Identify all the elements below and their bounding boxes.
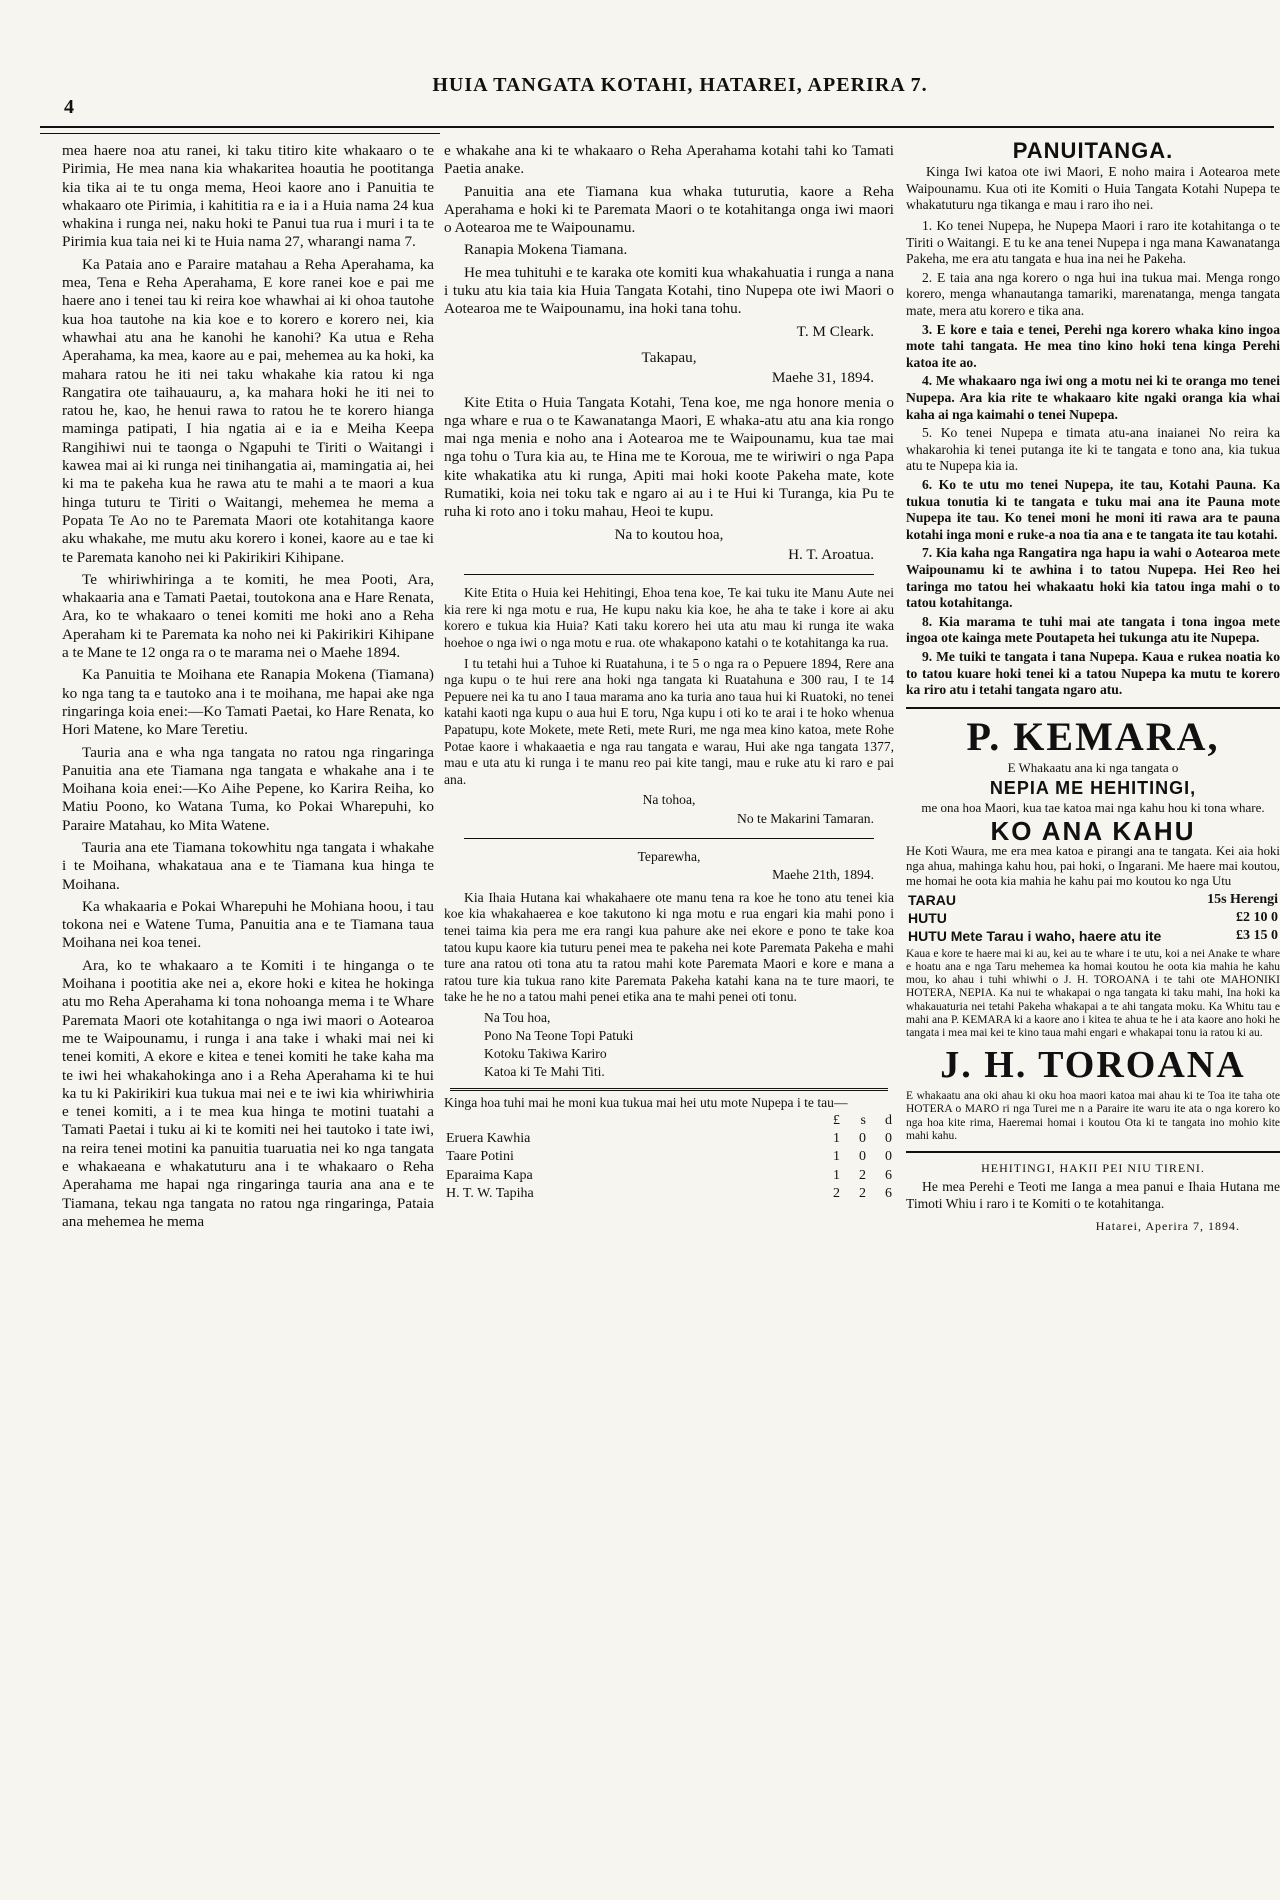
printer-notice-date: Hatarei, Aperira 7, 1894.: [1095, 1218, 1240, 1233]
double-rule: [450, 1088, 888, 1091]
table-row: [444, 1185, 894, 1203]
ad-fine-print: Kaua e kore te haere mai ki au, kei au te whare i te utu, koi a nei Anake te whare e hoatu ana e nga Taru mehemea ka homai koutou he oota kia mahia he kahu mou, ko ahau i tuhi whiwhi o J. H. TOROANA i te tahi ote MAHONIKI HOTERA, NEPIA. Ka nui te whakapai o nga tangata ki taku mahi, Ina hoki ka whakauaturia nei tetahi Pakeha whakapai a te ahi tangata moku. Ka Whitu tau e mahi ana P. KEMARA ki a kaore ano i kitea te ahua te he i ata kaore ano hoki he tangata i mea mai kei te kino taua mahi engari e whakapai tonu ia ratou ki au.: [906, 947, 1280, 1039]
table-row: [906, 927, 1280, 945]
paragraph: Ka Pataia ano e Paraire matahau a Reha Aperahama, ka mea, Tena e Reha Aperahama, E kore ranei koe e pai me haere ano i tenei tau ki reira koe whawhai ai ki ohoa tautohe kua hoa tautohe na kia koe e to korero e korero nei, kia whawhai atu ana he kanohi he kanohi? Ka utua e Reha Aperahama, ka mea, kaore au e pai, mehemea au ka hoki, ka mahara ratou he iti nei taku whakahe kia ratou ki nga Rangatira ote taihauauru, a, ka mahara hoki he iti nei to ratou he, kao, he henui rawa to ratou he te korero hianga maminga patipati, I hia ngatia ai e ia e Meiha Keepa Rangihiwi nui te taonga o Ngapuhi te Tiriti o Waitangi i kawea mai ai ki runga nei tinihangatia ai, mamingatia ai, hei ki ma te pakeha kua he rawa atu te mahi a te maori a kua hinga tuturu te Tiriti o Waitangi, mehemea he mema a Popata Te Ao no te Paremata Maori ote kotahitanga kaore aku whakahe, me mutu aku korero i konei, kaore au e tae ki te Paremata kanoho nei ki Pakirikiri Kihipane.: [62, 255, 434, 566]
notices-intro: Kinga Iwi katoa ote iwi Maori, E noho maira i Aotearoa mete Waipounamu. Kua oti ite Komiti o Huia Tangata Kotahi Nupepa te whakatuturu nga tikanga e mau i raro iho nei.: [906, 164, 1280, 213]
paragraph: Panuitia ana ete Tiamana kua whaka tuturutia, kaore a Reha Aperahama e hoki ki te Paremata Maori o te kotahitanga onga iwi maori o Aotearoa me te Waipounamu.: [444, 182, 894, 237]
notice-rule: 4. Me whakaaro nga iwi ong a motu nei ki te oranga mo tenei Nupepa. Ara kia rite te whakaaro kite ngaki oranga kia whai kaha ai nga kaimahi o tenei Nupepa.: [906, 373, 1280, 422]
col-pence: d: [885, 1112, 892, 1128]
table-row: [444, 1130, 894, 1148]
page-number: 4: [64, 96, 74, 118]
paragraph: Tauria ana ete Tiamana tokowhitu nga tangata i whakahe i te Moihana, whakataua ana e te Tiamana kua hinga te Moihana.: [62, 838, 434, 893]
table-row: [906, 909, 1280, 927]
col-shillings: s: [860, 1112, 866, 1128]
ad-subtitle: E Whakaatu ana ki nga tangata o: [1007, 759, 1179, 775]
printer-notice: He mea Perehi e Teoti me Ianga a mea panui e Ihaia Hutana me Timoti Whiu i raro i te Komiti o te kotahitanga.: [906, 1179, 1280, 1211]
notice-rule: 8. Kia marama te tuhi mai ate tangata i tona ingoa mete ingoa ote kainga mete Poutapeta hei tukunga atu ite Nupepa.: [906, 613, 1280, 646]
paragraph: Tauria ana e wha nga tangata no ratou nga ringaringa Panuitia ana ete Tiamana nga tangata e whakahe ana i te Moihana koia enei:—Ko Aihe Pepene, ko Karira Reiha, ko Matiu Poono, ko Watana Tuma, ko Pokai Wharepuhi, ko Paraire Matahau, ko Mita Watene.: [62, 743, 434, 834]
amount-pence: 0: [885, 1149, 892, 1165]
letter-body: Kite Etita o Huia kei Hehitingi, Ehoa tena koe, Te kai tuku ite Manu Aute nei kia rere ki nga motu e rua, He kupu naku kia koe, he aha te take i kore ai aku korero e tukua kia Huia? Kati taku korero hei uta atu mau ki runga ite waka hoehoe o nga iwi o nga motu e rua. ote whakapono katahi o te kotahitanga ka rua.: [444, 585, 894, 651]
section-divider: [464, 838, 874, 839]
paragraph: Ka whakaaria e Pokai Wharepuhi he Mohiana hoou, i tau tokona nei e Watene Tuma, Panuitia ana e te Tiamana taua Moihana nei koa tenei.: [62, 897, 434, 952]
paragraph: mea haere noa atu ranei, ki taku titiro kite whakaaro o te Pirimia, He mea nana kia whakaritea hoautia he pootitanga kia tika ai te tu onga mema, Heoi kaore ano i Panuitia te whakaaro ote Pirimia, i kahititia ra e ia i a Huia nama 24 kua whakina i runga nei, naku hoki te Panui tua rua i muri i ta te Pirimia kua taia nei ki te Huia nama 27, wharangi nama 7.: [62, 142, 434, 251]
notices-heading: PANUITANGA.: [1012, 142, 1174, 163]
amount-pounds: 1: [833, 1131, 840, 1147]
signature-list: [484, 1028, 894, 1080]
notice-rule: 7. Kia kaha nga Rangatira nga hapu ia wahi o Aotearoa mete Waipounamu ki te awhina i to tatou Nupepa. Hei Reo hei taringa mo tatou hei whakaatu hoki kia tatou inga mahi o to tatou kotahitanga.: [906, 545, 1280, 611]
table-row: [444, 1167, 894, 1185]
ad-banner: NEPIA ME HEHITINGI,: [989, 778, 1197, 798]
amount-shillings: 0: [859, 1149, 866, 1165]
col-pounds: £: [833, 1112, 840, 1128]
paragraph: Te whiriwhiringa a te komiti, he mea Pooti, Ara, whakaaria ana e Tamati Paetai, toutokona ana e Hare Renata, Ara, ko te whakaaro o tenei komiti me hoki ano a Reha Aperaham ki te Paremata ka noho nei ki Pakirikiri Kihipane a te Mane te 12 onga ra o te marama nei o Maehe 1894.: [62, 570, 434, 662]
amount-pence: 6: [885, 1167, 892, 1183]
ad-fine-print: E whakaatu ana oki ahau ki oku hoa maori katoa mai ahau ki te Toa ite taha ote HOTERA o MARO ri nga Turei me n a Paraire ite waru ite ata o nga korero ko nga hoa kite rima, Haeremai homai i koutou Ota ki te tangata ino mohio kite mahi kahu.: [906, 1090, 1280, 1142]
amount-pence: 6: [885, 1186, 892, 1202]
notice-rule: 2. E taia ana nga korero o nga hui ina tukua mai. Menga rongo korero, menga whanautanga tamariki, marenatanga, menga tangata mate, mera atu korero e tika ana.: [906, 269, 1280, 319]
letter-body: I tu tetahi hui a Tuhoe ki Ruatahuna, i te 5 o nga ra o Pepuere 1894, Rere ana nga kupu o te hui rere ana hoki nga tangata ki Ruatahuna e 300 rau, I te 14 Pepuere nei ka tu ano I taua marama ano ka turia ano taua hui ki Ruatoki, no tenei katahi kaoti nga kupu o aua hui E toru, Nga kupu i oti ko te arai i te hoko whenua Papatupu, kote Mokete, mete Reti, mete Ruri, me nga mea kino katoa, mete Rohe Potae kaore i whakaaetia e nga rau tangata e warau, Hui ake nga tangata 1377, mau e uta atu ki runga i te manu reo pai kite tangi, mau e ruke atu ki raro e pai ana.: [444, 655, 894, 787]
signatory: Katoa ki Te Mahi Titi.: [484, 1063, 605, 1079]
price-table: [906, 891, 1280, 946]
notice-rule: 3. E kore e taia e tenei, Perehi nga korero whaka kino ingoa mote tahi tangata. He mea tino kino hoki tena kinga Perehi katoa ite ao.: [906, 321, 1280, 370]
letter-body: Kia Ihaia Hutana kai whakahaere ote manu tena ra koe he tono atu tenei kia koe kia whakahaerea e koe takutono ki nga motu e rua engari kia mahi pono i tenei taima kia pera me era rangi kua pahure ake nei ekore e pono te take koa tatou kupu kaore kia tuturu penei mea te pakeha nei kote Paremata Pakeha e mahi ture ana ratou oti tona atu ta ratou mahi kote Paremata Maori e kore e mana a ratou ture kia tukua rano kite Paremata Pakeha katahi kana na te ture maori, te take he he no a tatou mahi penei etika ana te mahi penei oti tonu.: [444, 889, 894, 1005]
column-left: [62, 142, 434, 1877]
paragraph: He mea tuhituhi e te karaka ote komiti kua whakahuatia i runga a nana i tuku atu kia taia kia Huia Tangata Kotahi, tino Nupepa ote iwi Maori o Aotearoa me te Waipounamu, ina hoki tana tohu.: [444, 263, 894, 318]
amount-pounds: 1: [833, 1167, 840, 1183]
paragraph: Ka Panuitia te Moihana ete Ranapia Mokena (Tiamana) ko nga tang ta e tautoko ana i te moihana, me hapai ake nga ringaringa koia enei:—Ko Tamati Paetai, ko Hare Renata, ko Hori Matene, ko Mare Teretiu.: [62, 666, 434, 739]
funds-heading: Kinga hoa tuhi mai he moni kua tukua mai hei utu mote Nupepa i te tau—: [444, 1095, 848, 1111]
advertiser-name: J. H. TOROANA: [940, 1044, 1246, 1087]
funds-header-row: [444, 1112, 894, 1130]
letter-closing: Na Tou hoa,: [484, 1009, 551, 1025]
donor-name: Eruera Kawhia: [446, 1131, 531, 1147]
price-amount: £2 10 0: [1236, 910, 1278, 926]
header-rule: [40, 126, 1274, 128]
masthead: HUIA TANGATA KOTAHI, HATAREI, APERIRA 7.: [432, 74, 928, 96]
table-row: [906, 891, 1280, 909]
column-middle: [444, 142, 894, 1877]
letter-closing: Na to koutou hoa,: [614, 525, 724, 543]
letter-signature: No te Makarini Tamaran.: [737, 810, 874, 826]
notice-rule: 5. Ko tenei Nupepa e timata atu-ana inaianei No reira ka whakarohia ki tenei putanga ite ki te tangata e tono ana, kia tukua atu te Nupepa kia ia.: [906, 425, 1280, 474]
amount-shillings: 2: [859, 1186, 866, 1202]
ad-rule: [906, 1151, 1280, 1153]
ad-rule: [906, 707, 1280, 709]
printer-notice-head: HEHITINGI, HAKII PEI NIU TIRENI.: [981, 1161, 1205, 1176]
letter-signature: H. T. Aroatua.: [788, 545, 874, 563]
clerk-signature: T. M Cleark.: [796, 322, 874, 340]
donor-name: H. T. W. Tapiha: [446, 1186, 534, 1202]
letter-date: Maehe 21th, 1894.: [772, 867, 874, 883]
letter-place: Takapau,: [641, 348, 697, 366]
paragraph: e whakahe ana ki te whakaaro o Reha Aperahama kotahi tahi ko Tamati Paetia anake.: [444, 142, 894, 178]
amount-pence: 0: [885, 1131, 892, 1147]
section-divider: [464, 574, 874, 575]
amount-pounds: 2: [833, 1186, 840, 1202]
paragraph: Ara, ko te whakaaro a te Komiti i te hinganga o te Moihana i pootitia ake nei a, ekore hoki e kitea he hokinga atu mo Reha Aperahama ki tona nohoanga mema i te Whare Paremata Maori ote kotahitanga o nga iwi maori o Aotearoa me te Waipounamu, i runga i ana take i whaki mai nei ki tenei komiti, A ekore e kitea e tenei komiti he take kaha ma te iwi hei whakahokinga ano i a Reha Aperahama ki te hui ka tu ki Pakirikiri kua tukua mai nei e te iwi kia whiriwhiria e tenei komiti, a i te mea kua hinga te motini tuatahi a Tamati Paetai i tuku ai ki te komiti nei hei tautoko i tate iwi, na reira tenei motini ka panuitia tuaruatia nei ko nga tangata e whakaeana e whakatuturu ana i te whakaaro o Reha Aperahama me hapai nga ringaringa tauria ana ana e te Tiamana, tekau nga tangata no ratou nga ringaringa, Pataia ana mehemea he mema: [62, 956, 434, 1230]
paragraph: Ranapia Mokena Tiamana.: [464, 241, 628, 259]
notice-rule: 6. Ko te utu mo tenei Nupepa, ite tau, Kotahi Pauna. Ka tukua tonutia ki te tangata e tuku mai ana ite Pauna mote Nupepa ite tau. Ko tenei moni he moni iti rawa ara te pauna kotahi inga moni e ruke-a noa tia ana e te tangata ite tau kotahi.: [906, 476, 1280, 542]
price-amount: 15s Herengi: [1207, 891, 1278, 907]
donor-name: Taare Potini: [446, 1149, 514, 1165]
ad-title: KO ANA KAHU: [990, 815, 1196, 846]
price-amount: £3 15 0: [1236, 928, 1278, 944]
amount-shillings: 0: [859, 1131, 866, 1147]
ad-description: He Koti Waura, me era mea katoa e pirangi ana te tangata. Kei aia hoki nga ahua, mahinga kahu hou, pai hoki, o Ingarani. Me haere mai koutou, me homai he oota kia mahia he kahu pai mo koutou ko nga Utu: [906, 843, 1280, 888]
price-item: TARAU: [908, 891, 956, 908]
table-row: [444, 1148, 894, 1166]
advertiser-name: P. KEMARA,: [966, 713, 1220, 759]
column-right: [906, 142, 1280, 1877]
signatory: Pono Na Teone Topi Patuki: [484, 1028, 634, 1044]
letter-closing: Na tohoa,: [642, 792, 696, 808]
notice-rule: 9. Me tuiki te tangata i tana Nupepa. Kaua e rukea noatia ko to tatou kuare hoki tenei ki a tatou Nupepa ka mutu te korero ka riro atu i tetahi tangata ngaro atu.: [906, 648, 1280, 698]
signatory: Kotoku Takiwa Kariro: [484, 1046, 607, 1062]
price-item: HUTU Mete Tarau i waho, haere atu ite: [908, 928, 1162, 945]
ad-subtitle: me ona hoa Maori, kua tae katoa mai nga kahu hou ki tona whare.: [921, 800, 1265, 816]
letter-body: Kite Etita o Huia Tangata Kotahi, Tena koe, me nga honore menia o nga whare e rua o te Kawanatanga Maori, E whaka-atu atu ana kia rongo mai nga menia e noho ana i Aotearoa me te Waipounamu, kua tae mai nga tohu o Tura kia au, te Hina me te Koroua, me te wiriwiri o nga Papa kite whakatika atu ki runga, Apiti mai hoki koote Pakeha mate, kote Rumatiki, koia nei toku tak e ngaro ai au i te Hui ki Turanga, kia Pu te ruha ki roto ano i toku mahau, Heoi te kupu.: [444, 393, 894, 521]
funds-table: [444, 1112, 894, 1203]
letter-date: Maehe 31, 1894.: [771, 369, 874, 387]
notice-rule: 1. Ko tenei Nupepa, he Nupepa Maori i raro ite kotahitanga o te Tiriti o Waitangi. E tu ke ana tenei Nupepa i nga mana Kawanatanga Pakeha, me era atu tangata e hua ina nei he Pakeha.: [906, 218, 1280, 267]
amount-shillings: 2: [859, 1167, 866, 1183]
column-rule: [40, 133, 440, 134]
price-item: HUTU: [908, 910, 947, 927]
amount-pounds: 1: [833, 1149, 840, 1165]
letter-place: Teparewha,: [637, 848, 701, 864]
notices-list: [906, 218, 1280, 699]
donor-name: Eparaima Kapa: [446, 1167, 533, 1183]
